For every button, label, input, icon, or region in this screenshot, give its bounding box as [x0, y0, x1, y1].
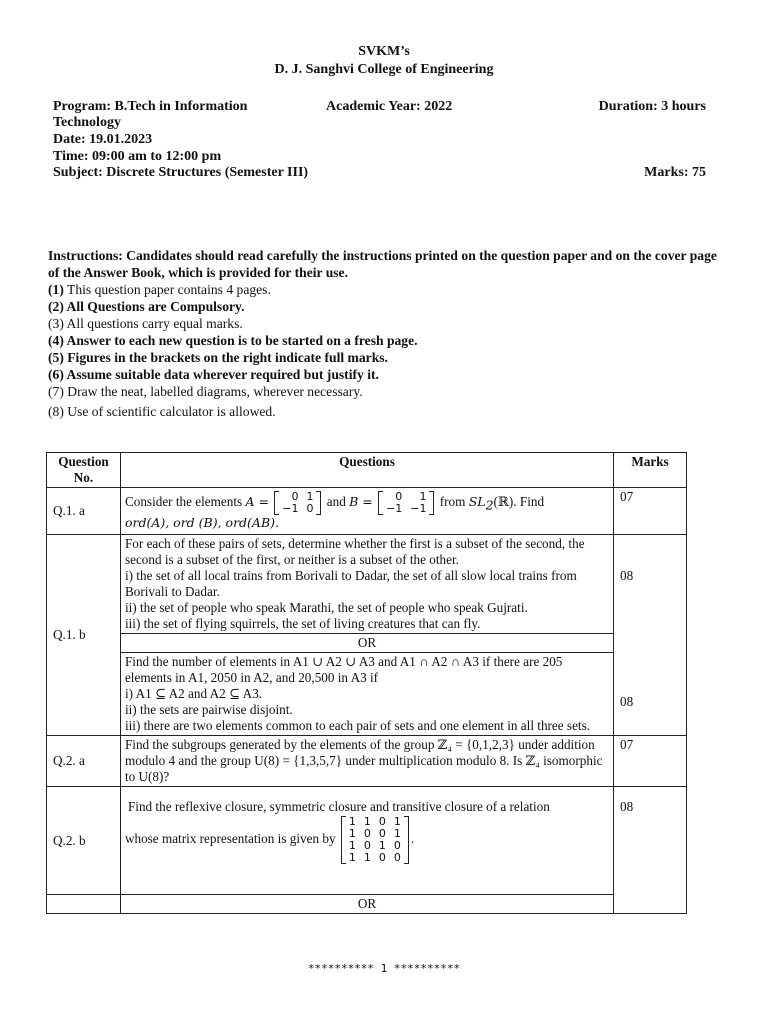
instructions-heading: Instructions: Candidates should read carefully the instructions printed on the question paper and on the cover page of the Answer Book, which is provided for their use. — [48, 248, 717, 280]
instruction-item: (3) All questions carry equal marks. — [48, 316, 243, 331]
relation-matrix: 1 1 0 1 1 0 0 1 1 0 1 0 1 1 0 0 — [341, 816, 409, 864]
matrix-b: 0 1 −1 −1 — [378, 491, 434, 515]
question-number: Q.2. a — [47, 736, 121, 787]
instruction-item: (4) Answer to each new question is to be started on a fresh page. — [48, 333, 418, 348]
question-text: For each of these pairs of sets, determine whether the first is a subset of the second, the second is a subset of the first, or neither is a subset of the other. i) the set of all local trains from Borivali to Dadar, the set of all slow local trains from Borivali to Dadar. ii) the set of people who speak Marathi, the set of people who speak Gujrati. iii) the set of flying squirrels, the set of living creatures that can fly. — [120, 535, 613, 634]
instruction-item: (6) Assume suitable data wherever required but justify it. — [48, 367, 379, 382]
exam-time: Time: 09:00 am to 12:00 pm — [53, 149, 222, 164]
table-row — [47, 895, 687, 914]
matrix-a: 0 1 −1 0 — [274, 491, 321, 515]
question-text: Find the reflexive closure, symmetric closure and transitive closure of a relation whose matrix representation is given by 1 1 0 1 1 0 0 1 1 0 1 0 1 1 0 0 . — [120, 787, 613, 895]
instruction-item: (1) This question paper contains 4 pages. — [48, 282, 271, 297]
table-row — [47, 787, 687, 895]
exam-date: Date: 19.01.2023 — [53, 132, 153, 147]
question-number: Q.1. b — [47, 535, 121, 736]
question-number: Q.2. b — [47, 787, 121, 895]
instruction-item: (2) All Questions are Compulsory. — [48, 299, 245, 314]
questions-table — [46, 452, 687, 914]
instructions-block — [48, 247, 728, 420]
subject: Subject: Discrete Structures (Semester III) — [53, 165, 309, 180]
college-name: D. J. Sanghvi College of Engineering — [274, 62, 494, 77]
table-row — [47, 653, 687, 736]
question-marks: 08 08 — [614, 535, 687, 736]
program-info: Program: B.Tech in Information Technology — [53, 99, 248, 130]
duration: Duration: 3 hours — [598, 99, 706, 114]
instruction-item: (7) Draw the neat, labelled diagrams, wherever necessary. — [48, 384, 363, 399]
question-text: Consider the elements A = 0 1 −1 0 and B = 0 1 −1 −1 from $SL_2(ℝ)$. Find ord(A), ord (B), ord(AB). — [120, 488, 613, 535]
or-separator: OR — [120, 895, 613, 914]
table-row — [47, 535, 687, 634]
header-questions: Questions — [120, 453, 613, 488]
header-question-no: Question No. — [47, 453, 121, 488]
total-marks: Marks: 75 — [644, 165, 706, 180]
academic-year: Academic Year: 2022 — [326, 99, 453, 114]
table-header-row — [47, 453, 687, 488]
question-text: Find the subgroups generated by the elements of the group ℤ₄ = {0,1,2,3} under addition modulo 4 and the group U(8) = {1,3,5,7} under multiplication modulo 8. Is ℤ₄ isomorphic to U(8)? — [120, 736, 613, 787]
instruction-item: (8) Use of scientific calculator is allowed. — [48, 404, 276, 419]
question-text: Find the number of elements in A1 ∪ A2 ∪ A3 and A1 ∩ A2 ∩ A3 if there are 205 elements in A1, 2050 in A2, and 20,500 in A3 if i) A1 ⊆ A2 and A2 ⊆ A3. ii) the sets are pairwise disjoint. iii) there are two elements common to each pair of sets and one element in all three sets. — [120, 653, 613, 736]
question-marks: 07 — [614, 488, 687, 535]
page-footer: ********** 1 ********** — [307, 962, 461, 975]
table-row — [47, 488, 687, 535]
org-name: SVKM’s — [358, 44, 410, 59]
question-marks: 07 — [614, 736, 687, 787]
instruction-item: (5) Figures in the brackets on the right indicate full marks. — [48, 350, 388, 365]
question-number: Q.1. a — [47, 488, 121, 535]
header-marks: Marks — [614, 453, 687, 488]
table-row — [47, 736, 687, 787]
or-separator: OR — [120, 634, 613, 653]
table-row — [47, 634, 687, 653]
question-marks: 08 — [614, 787, 687, 914]
